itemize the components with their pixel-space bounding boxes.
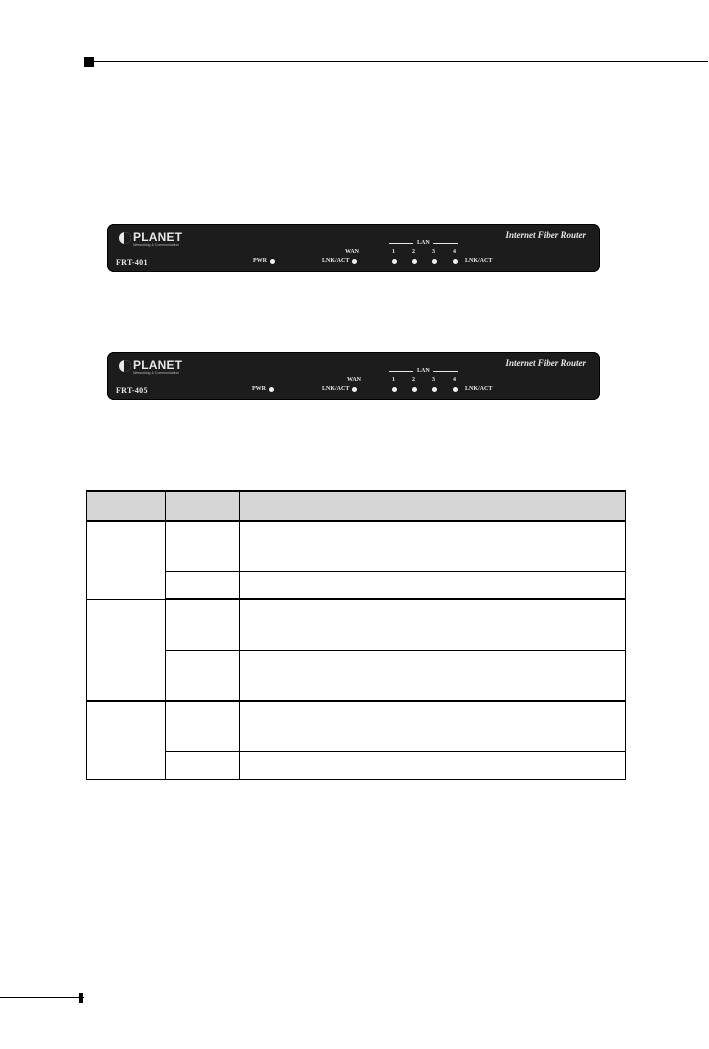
table-cell xyxy=(240,701,626,751)
lan-port-2-label: 2 xyxy=(412,249,415,255)
front-panel-frt-401 xyxy=(107,224,600,272)
brand-name: PLANET xyxy=(133,358,183,372)
pwr-label: PWR xyxy=(253,258,267,264)
table-row xyxy=(87,751,626,779)
lan-port-4-label: 4 xyxy=(453,377,456,383)
model-label: FRT-401 xyxy=(116,258,148,267)
lan-port-4-led xyxy=(453,259,458,264)
product-name: Internet Fiber Router xyxy=(505,230,586,240)
wan-label: WAN xyxy=(347,377,362,383)
header-rule xyxy=(88,61,708,62)
lan-bracket-left xyxy=(389,243,413,244)
lan-port-4-label: 4 xyxy=(453,249,456,255)
lan-lnk-label: LNK/ACT xyxy=(465,386,493,392)
wan-lnk-label: LNK/ACT xyxy=(322,258,350,264)
pwr-led xyxy=(269,387,274,392)
planet-logo-icon xyxy=(119,232,131,244)
lan-bracket-right xyxy=(433,371,458,372)
table-cell xyxy=(166,701,240,751)
table-row xyxy=(87,521,626,571)
table-row xyxy=(87,701,626,751)
planet-logo xyxy=(119,359,187,375)
lan-label: LAN xyxy=(417,240,430,246)
planet-logo xyxy=(119,231,187,247)
table-cell xyxy=(240,751,626,779)
table-row xyxy=(87,599,626,650)
brand-name: PLANET xyxy=(133,230,183,244)
planet-logo-icon xyxy=(119,360,131,372)
wan-led xyxy=(352,387,357,392)
table-cell xyxy=(166,521,240,571)
table-cell xyxy=(87,521,166,599)
wan-led xyxy=(352,259,357,264)
lan-port-3-led xyxy=(432,259,437,264)
table-cell xyxy=(240,599,626,650)
table-cell xyxy=(87,701,166,779)
lan-label: LAN xyxy=(417,368,430,374)
table-cell xyxy=(240,650,626,701)
table-row xyxy=(87,571,626,599)
table-header-row xyxy=(87,491,626,521)
table-header-cell xyxy=(240,491,626,521)
wan-lnk-label: LNK/ACT xyxy=(322,386,350,392)
pwr-led xyxy=(270,259,275,264)
table-cell xyxy=(240,571,626,599)
table-cell xyxy=(87,599,166,701)
table-cell xyxy=(166,599,240,650)
lan-port-2-led xyxy=(412,387,417,392)
table-header-cell xyxy=(166,491,240,521)
lan-port-1-led xyxy=(392,259,397,264)
footer-rule xyxy=(0,997,84,998)
lan-port-1-label: 1 xyxy=(392,249,395,255)
lan-port-3-label: 3 xyxy=(432,377,435,383)
lan-port-2-label: 2 xyxy=(412,377,415,383)
wan-label: WAN xyxy=(345,249,360,255)
lan-port-4-led xyxy=(453,387,458,392)
model-label: FRT-405 xyxy=(116,386,148,395)
front-panel-frt-405 xyxy=(107,352,600,400)
header-square-marker xyxy=(84,57,94,67)
lan-bracket-right xyxy=(433,243,458,244)
brand-tagline: Networking & Communication xyxy=(133,243,180,247)
lan-port-2-led xyxy=(412,259,417,264)
table-cell xyxy=(166,650,240,701)
lan-lnk-label: LNK/ACT xyxy=(465,258,493,264)
footer-tick-marker xyxy=(79,993,83,1003)
lan-port-3-label: 3 xyxy=(432,249,435,255)
table-cell xyxy=(166,751,240,779)
table-cell xyxy=(166,571,240,599)
lan-bracket-left xyxy=(389,371,413,372)
table-row xyxy=(87,650,626,701)
brand-tagline: Networking & Communication xyxy=(133,371,180,375)
pwr-label: PWR xyxy=(252,386,266,392)
lan-port-3-led xyxy=(432,387,437,392)
table-cell xyxy=(240,521,626,571)
table-header-cell xyxy=(87,491,166,521)
product-name: Internet Fiber Router xyxy=(505,358,586,368)
led-definition-table xyxy=(86,490,626,780)
lan-port-1-led xyxy=(392,387,397,392)
lan-port-1-label: 1 xyxy=(392,377,395,383)
